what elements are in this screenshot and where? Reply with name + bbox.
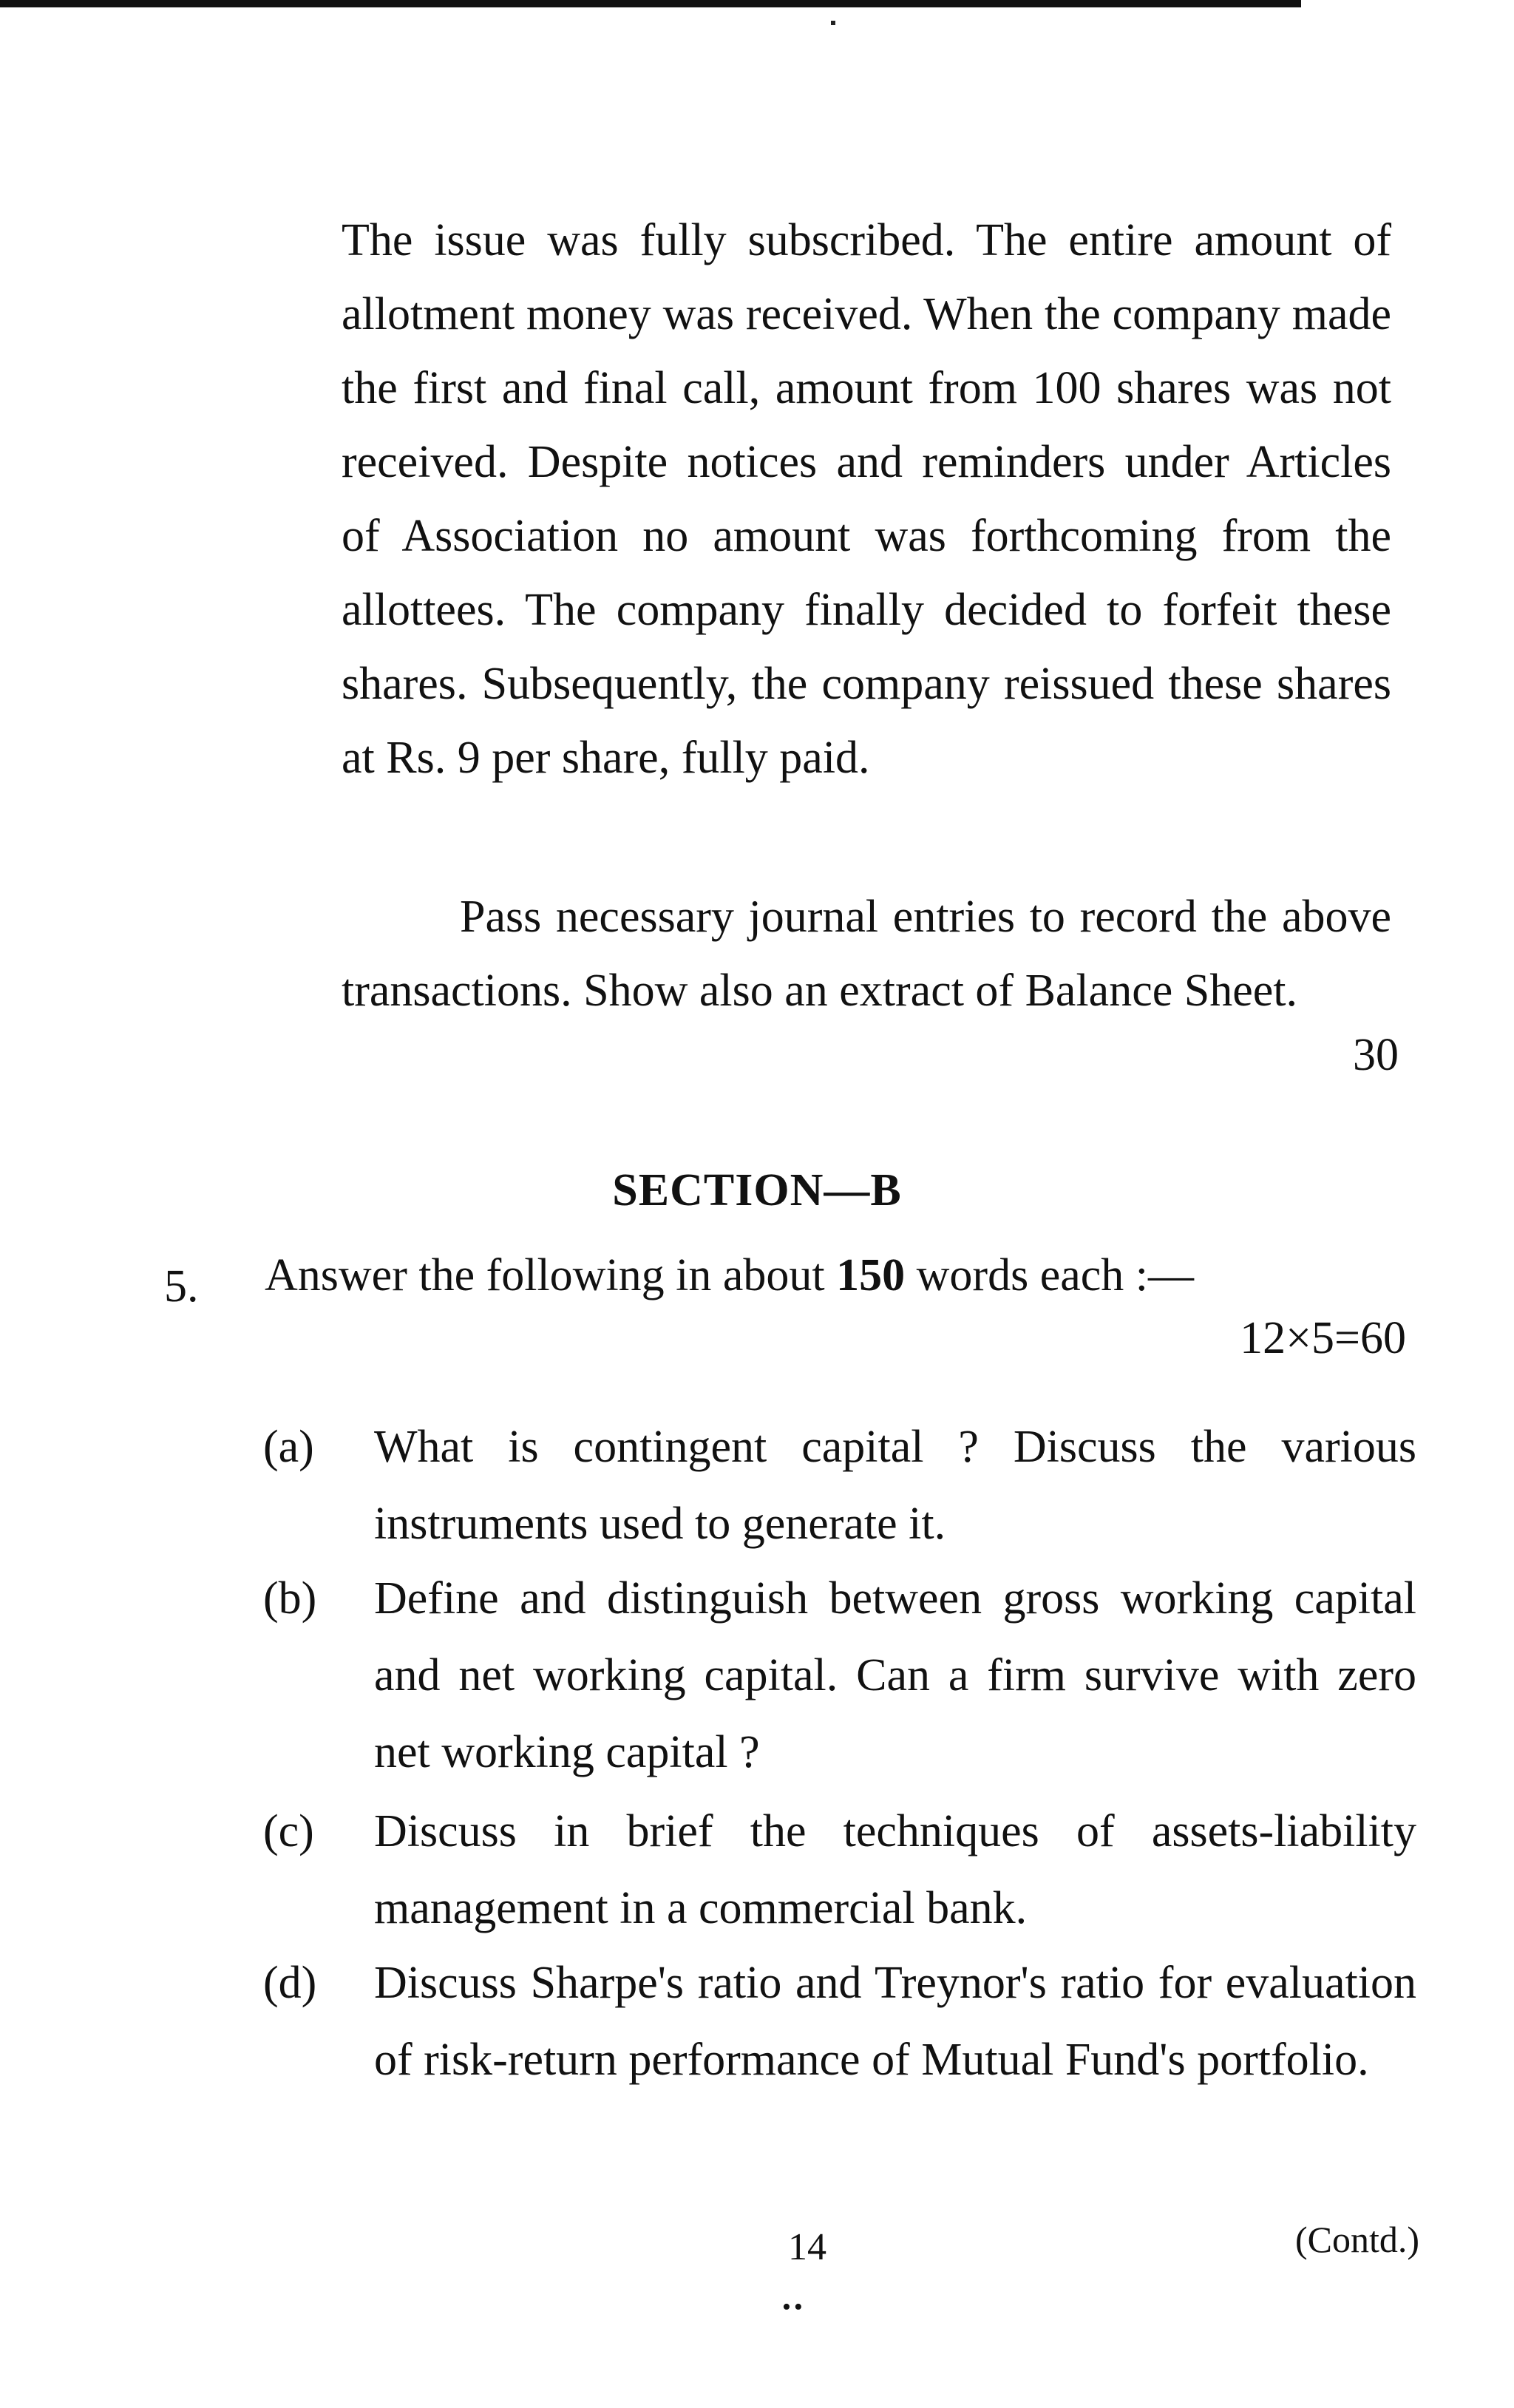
question-text-start: Answer the following in about: [265, 1250, 837, 1300]
subquestion-label: (a): [263, 1422, 314, 1472]
subquestion-c: [263, 1793, 1416, 1947]
question-text-end: words each :—: [905, 1250, 1194, 1300]
question-number: 5.: [164, 1261, 199, 1312]
question-marks: 12×5=60: [1240, 1313, 1406, 1363]
subquestion-text: What is contingent capital ? Discuss the various instruments used to generate it.: [374, 1422, 1416, 1549]
question-4-marks: 30: [1353, 1030, 1399, 1080]
subquestion-label: (c): [263, 1806, 314, 1856]
continued-note: (Contd.): [1294, 2219, 1419, 2260]
question-word-count: 150: [836, 1250, 906, 1300]
subquestion-text: Discuss in brief the techniques of assets-liability management in a commercial bank.: [374, 1806, 1416, 1933]
page-number: 14: [788, 2226, 826, 2268]
subquestion-b: [263, 1560, 1416, 1791]
question-text: [265, 1249, 1194, 1302]
footer-dots: ••: [782, 2293, 806, 2321]
subquestion-text: Discuss Sharpe's ratio and Treynor's ratio for evaluation of risk-return performance of Mutual Fund's portfolio.: [374, 1958, 1416, 2085]
section-heading: SECTION—B: [612, 1165, 902, 1215]
question-4-instruction-paragraph: Pass necessary journal entries to record the above transactions. Show also an extract of Balance Sheet.: [342, 892, 1391, 1016]
subquestion-text: Define and distinguish between gross working capital and net working capital. Can a firm survive with zero net working capital ?: [374, 1573, 1416, 1777]
subquestion-label: (d): [263, 1958, 317, 2008]
subquestion-d: [263, 1944, 1416, 2098]
subquestion-a: [263, 1408, 1416, 1562]
subquestion-label: (b): [263, 1573, 317, 1624]
question-4-continuation-paragraph: The issue was fully subscribed. The entire amount of allotment money was received. When the company made the first and final call, amount from 100 shares was not received. Despite notices and reminders under Articles of Association no amount was forthcoming from the allottees. The company finally decided to forfeit these shares. Subsequently, the company reissued these shares at Rs. 9 per share, fully paid.: [342, 215, 1391, 783]
